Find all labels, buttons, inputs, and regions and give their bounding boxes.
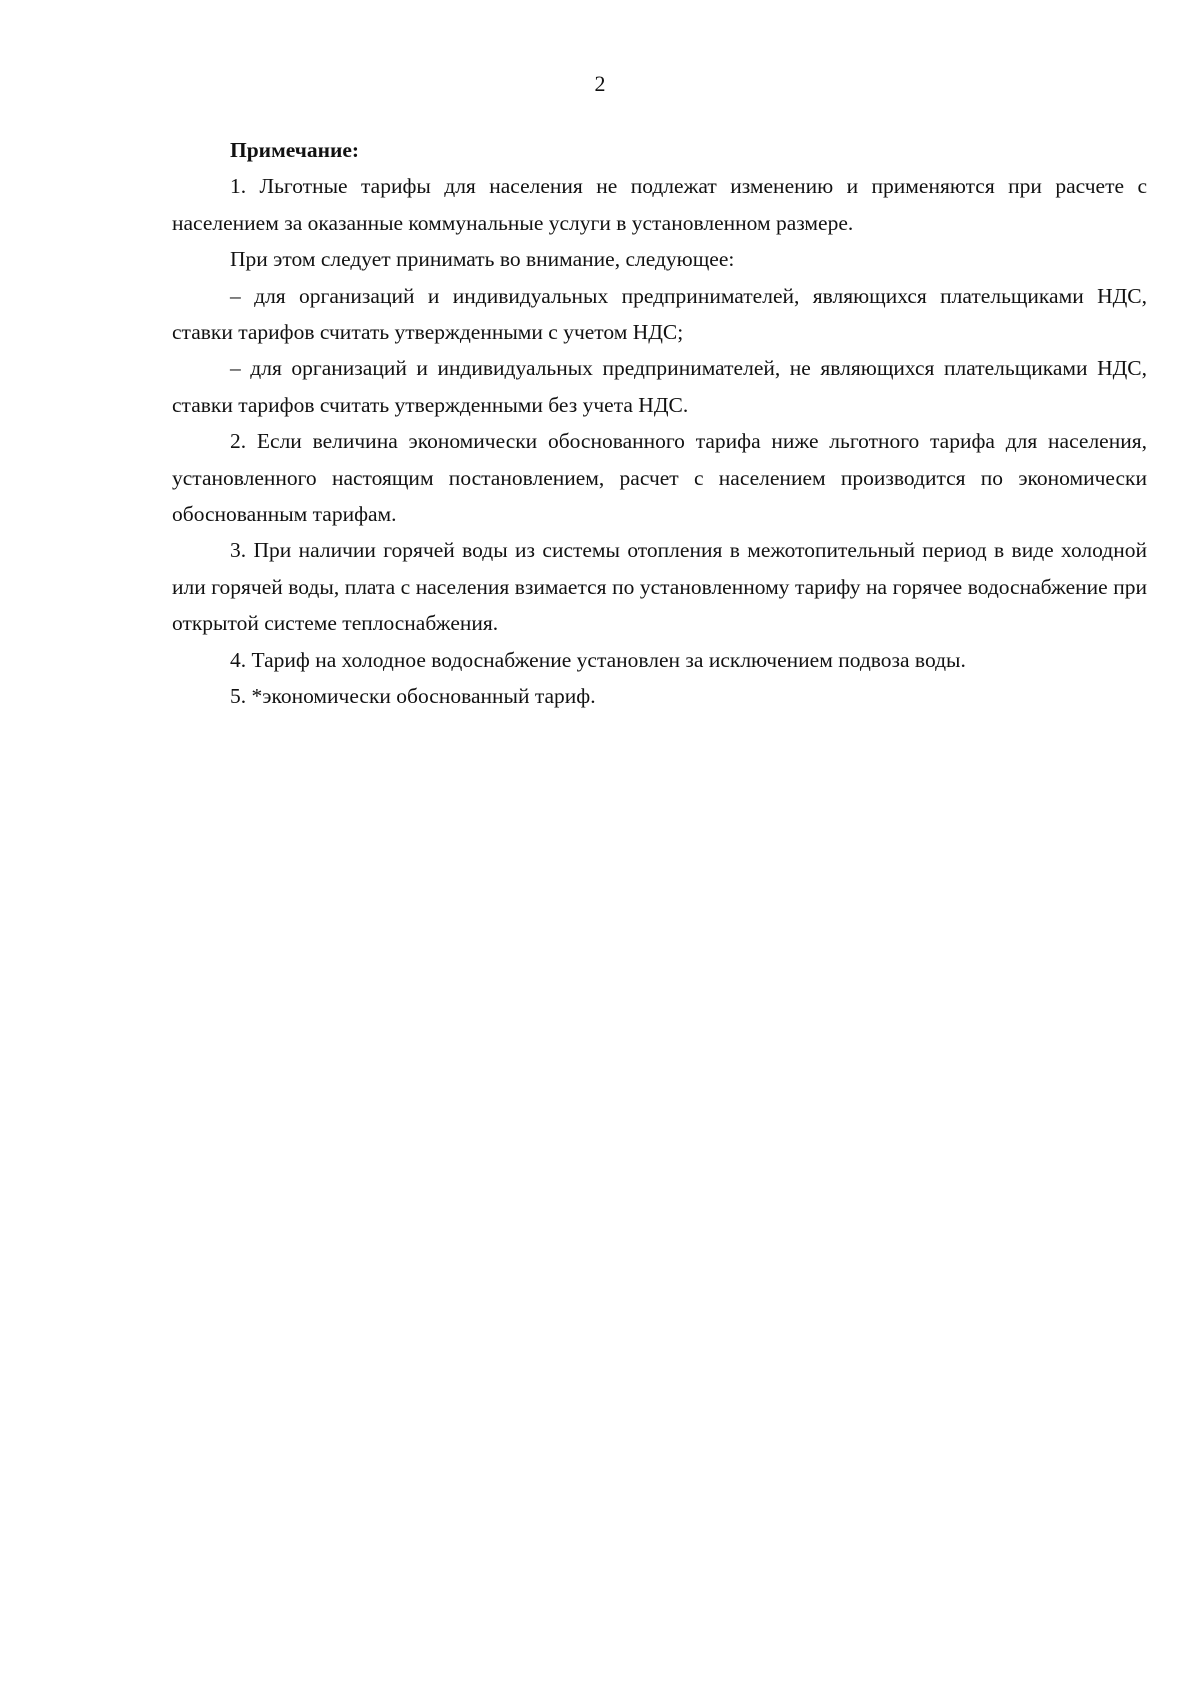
note-paragraph-5: 5. *экономически обоснованный тариф. [230,684,596,709]
note-paragraph-1: 1. Льготные тарифы для населения не подлежат изменению и применяются при расчете с населением за оказанные коммунальные услуги в установленном размере. [172,174,1147,235]
note-item-vat-payers: – для организаций и индивидуальных предпринимателей, являющихся плательщиками НДС, ставки тарифов считать утвержденными с учетом НДС; [172,283,1147,345]
note-heading: Примечание: [230,138,360,162]
note-paragraph-3: 3. При наличии горячей воды из системы отопления в межотопительный период в виде холодной или горячей воды, плата с населения взимается по установленному тарифу на горячее водоснабжение при открытой системе теплоснабжения. [172,538,1147,636]
note-paragraph-2: 2. Если величина экономически обоснованного тарифа ниже льготного тарифа для населения, установленного настоящим постановлением, расчет с населением производится по экономически обоснованным тарифам. [172,429,1147,527]
note-paragraph-consideration: При этом следует принимать во внимание, следующее: [230,247,735,272]
note-paragraph-4: 4. Тариф на холодное водоснабжение установлен за исключением подвоза воды. [230,647,966,672]
note-item-non-vat-payers: – для организаций и индивидуальных предпринимателей, не являющихся плательщиками НДС, ставки тарифов считать утвержденными без учета НДС. [172,356,1147,417]
page-number: 2 [594,71,606,96]
document-body [172,132,1147,715]
